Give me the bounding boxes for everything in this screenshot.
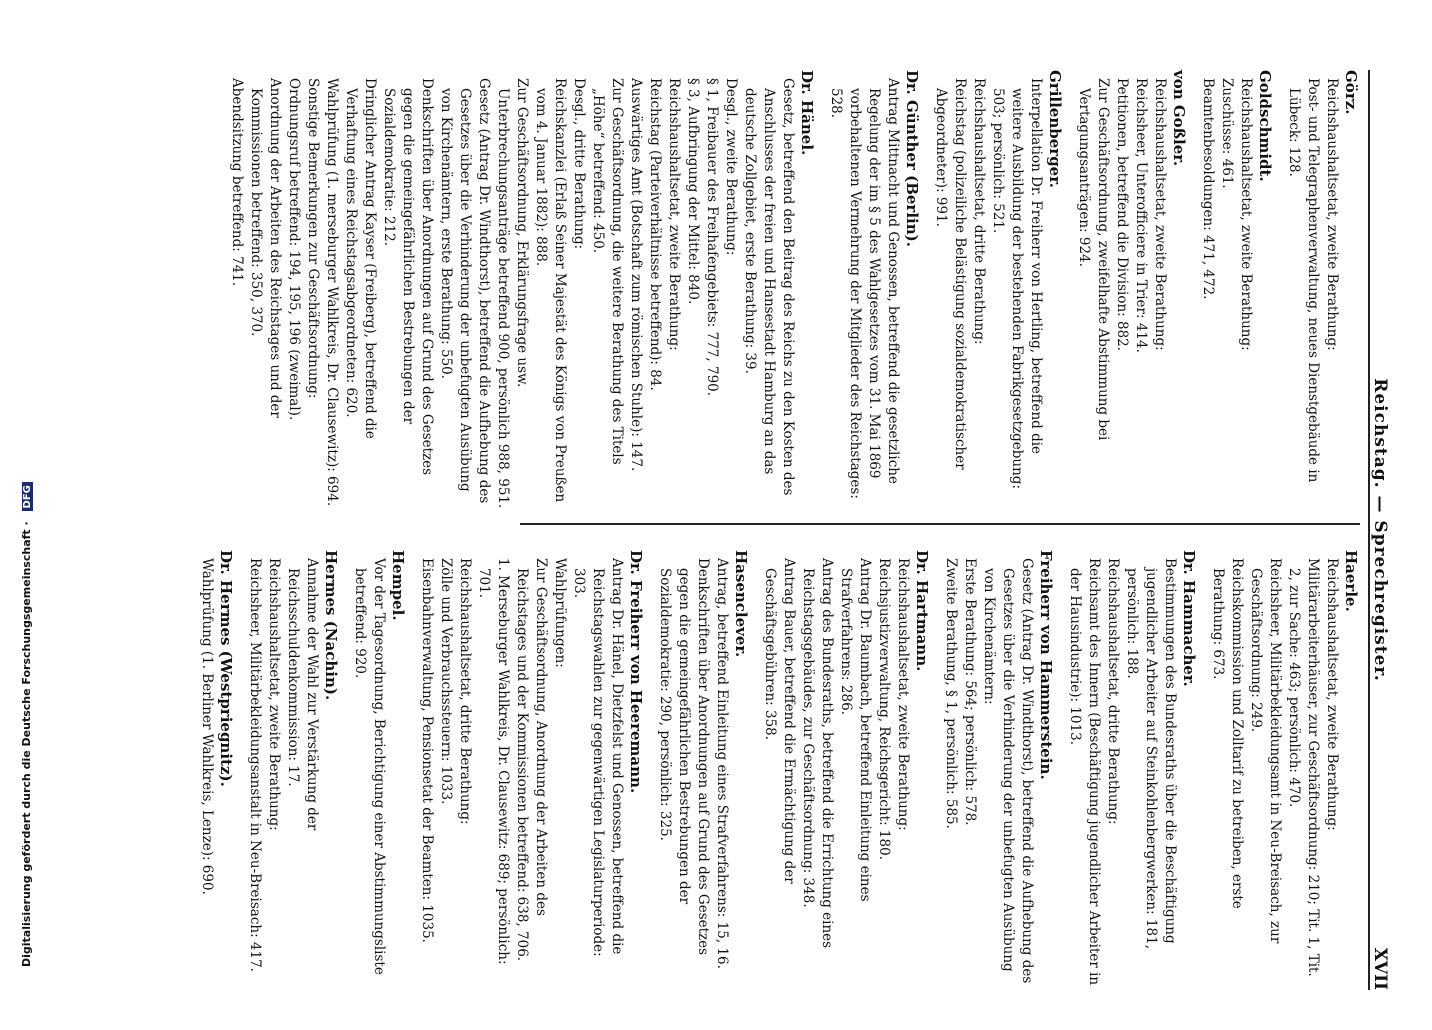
entry-line: Reichshaushaltsetat, zweite Berathung: bbox=[266, 558, 282, 831]
speaker-name: Haerle. bbox=[1342, 550, 1360, 612]
register-entry bbox=[1208, 550, 1360, 990]
entry-line: Reichsamt des Innern (Beschäftigung jugendlicher Arbeiter in der Hausindustrie): 1013. bbox=[1067, 558, 1102, 986]
register-entry bbox=[350, 550, 407, 990]
entry-line: Denkschriften über Anordnungen auf Grund des Gesetzes gegen die gemeingefährlichen Bestrebungen der Sozialdemokratie: 212. bbox=[381, 78, 435, 476]
entry-line: Reichsheer, Militärbekleidungsanstalt in Neu-Breisach: 417. bbox=[247, 558, 263, 972]
entry-line: Zur Geschäftsordnung, Erklärungsfrage usw. Unterbrechungsanträge betreffend 900, persönlich 988, 951. bbox=[495, 78, 530, 509]
entry-line: Abendsitzung betreffend: 741. bbox=[229, 78, 245, 287]
speaker-name: Dr. Hammacher. bbox=[1180, 550, 1198, 687]
register-entry bbox=[1074, 70, 1188, 510]
entry-line: Zölle und Verbrauchssteuern: 1033. bbox=[438, 558, 454, 805]
entry-line: Antrag Mittnacht und Genossen, betreffend die gesetzliche Regelung der im § 5 des Wahlgesetzes vom 31. Mai 1869 vorbehaltenen Vermehrung der Mitglieder des Reichstages: 528. bbox=[828, 78, 901, 499]
register-entry bbox=[417, 550, 645, 990]
register-entry bbox=[245, 550, 340, 990]
entry-line: Desgl., dritte Berathung: bbox=[571, 78, 587, 250]
entry-line: Reichsjustizverwaltung, Reichsgericht: 180. bbox=[876, 558, 892, 860]
entry-line: Zur Geschäftsordnung, die weitere Berathung des Titels „Höhe“ betreffend: 450. bbox=[590, 78, 625, 465]
entry-line: Antrag, betreffend Einleitung eines Strafverfahrens: 15, 16. bbox=[714, 558, 730, 969]
speaker-name: Hempel. bbox=[389, 550, 407, 621]
entry-line: Reichskommission und Zolltarif zu betreiben, erste Berathung: 673. bbox=[1210, 558, 1245, 909]
entry-line: Reichshaushaltsetat, zweite Berathung: bbox=[666, 78, 682, 351]
entry-line: Reichshaushaltsetat, zweite Berathung: bbox=[1238, 78, 1254, 351]
register-entry bbox=[931, 70, 1064, 510]
speaker-name: Grillenberger. bbox=[1046, 70, 1064, 188]
speaker-name: Goldschmidt. bbox=[1256, 70, 1274, 182]
entry-line: Bestimmungen des Bundesraths über die Beschäftigung jugendlicher Arbeiter auf Steinkohlenbergwerken: 181, persönlich: 188. bbox=[1124, 558, 1178, 949]
speaker-name: Freiherr von Hammerstein. bbox=[1037, 550, 1055, 780]
speaker-name: Dr. Freiherr von Heeremann. bbox=[627, 550, 645, 794]
register-entry bbox=[655, 550, 750, 990]
register-entry bbox=[197, 550, 235, 990]
entry-line: Vor der Tagesordnung, Berichtigung einer Abstimmungsliste betreffend: 920. bbox=[352, 558, 387, 975]
entry-line: Zur Geschäftsordnung, Anordnung der Arbeiten des Reichstages und der Kommissionen betreffend: 638, 706. bbox=[514, 558, 549, 962]
entry-line: Gesetz (Antrag Dr. Windthorst), betreffend die Aufhebung des Gesetzes über die Verhinderung der unbefugten Ausübung von Kirchenämtern: bbox=[981, 558, 1035, 984]
entry-line: Sonstige Bemerkungen zur Geschäftsordnung: bbox=[305, 78, 321, 399]
entry-line: Reichshaushaltsetat, dritte Berathung: bbox=[1105, 558, 1121, 825]
entry-line: Antrag Dr. Baumbach, betreffend Einleitung eines Strafverfahrens: 286. bbox=[838, 558, 873, 902]
entry-line: Gesetz, betreffend den Beitrag des Reichs zu den Kosten des Anschlusses der freien und Hansestadt Hamburg an das deutsche Zollgebiet, erste Berathung: 39. bbox=[742, 78, 796, 496]
credit-text: Digitalisierung gefördert durch die Deutsche Forschungsgemeinschaft bbox=[20, 529, 33, 967]
entry-line: § 3, Aufbringung der Mittel: 840. bbox=[685, 78, 701, 305]
entry-line: Anordnung der Arbeiten des Reichstages und der Kommissionen betreffend: 350, 370. bbox=[248, 78, 283, 418]
speaker-name: Dr. Hartmann. bbox=[913, 550, 931, 672]
dfg-logo: DFG bbox=[22, 482, 33, 511]
entry-line: Reichsheer, Unterofficiere in Trier: 414. bbox=[1133, 78, 1149, 353]
register-entry bbox=[760, 550, 931, 990]
right-column bbox=[187, 550, 1360, 990]
entry-line: Reichshaushaltsetat, zweite Berathung: bbox=[895, 558, 911, 831]
digitization-credit: Digitalisierung gefördert durch die Deutsche Forschungsgemeinschaft · DFG bbox=[4, 0, 24, 1000]
speaker-name: Hasenclever. bbox=[732, 550, 750, 658]
page-number: XVII bbox=[1370, 947, 1390, 990]
entry-line: Reichshaushaltsetat, dritte Berathung: bbox=[971, 78, 987, 345]
entry-line: Reichstag (Parteiverhältnisse betreffend): 84. bbox=[647, 78, 663, 391]
page-header bbox=[1368, 70, 1410, 990]
entry-line: Reichshaushaltsetat, zweite Berathung: bbox=[1152, 78, 1168, 351]
entry-line: Reichskanzlei (Erlaß Seiner Majestät des Königs von Preußen vom 4. Januar 1882): 888. bbox=[533, 78, 568, 503]
entry-line: Interpellation Dr. Freiherr von Hertling, betreffend die weitere Ausbildung der bestehenden Fabrikgesetzgebung: 503; persönlich: 521. bbox=[990, 78, 1044, 489]
register-entry bbox=[941, 550, 1055, 990]
speaker-name: Dr. Hänel. bbox=[798, 70, 816, 156]
register-entry bbox=[1284, 70, 1360, 510]
speaker-name: von Goßler. bbox=[1170, 70, 1188, 167]
entry-line: Reichshaushaltsetat, zweite Berathung: bbox=[1324, 558, 1340, 831]
entry-line: Post- und Telegraphenverwaltung, neues Dienstgebäude in Lübeck: 128. bbox=[1286, 78, 1321, 483]
entry-line: Ordnungsruf betreffend: 194, 195, 196 (zweimal). bbox=[286, 78, 302, 421]
entry-line: § 1, Freibauer des Freihafengebiets: 777, 790. bbox=[704, 78, 720, 397]
column-divider bbox=[520, 523, 1360, 525]
entry-line: Zweite Berathung, § 1, persönlich: 585. bbox=[943, 558, 959, 829]
page-title: Reichstag. — Sprechregister. bbox=[1370, 378, 1390, 682]
entry-line: Eisenbahnverwaltung, Pensionsetat der Beamten: 1035. bbox=[419, 558, 435, 943]
entry-line: Desgl., zweite Berathung: bbox=[723, 78, 739, 256]
entry-line: Petitionen, betreffend die Division: 882. bbox=[1114, 78, 1130, 352]
speaker-name: Dr. Günther (Berlin). bbox=[903, 70, 921, 247]
entry-line: Erste Berathung: 564; persönlich: 578. bbox=[962, 558, 978, 826]
speaker-name: Görz. bbox=[1342, 70, 1360, 115]
entry-line: Wahlprüfungen: bbox=[552, 558, 568, 668]
entry-line: Antrag Bauer, betreffend die Ermächtigung der Geschäftsgebühren: 358. bbox=[762, 558, 797, 884]
entry-line: Reichshaushaltsetat, zweite Berathung: bbox=[1324, 78, 1340, 351]
entry-line: Annahme der Wahl zur Verstärkung der Reichsschuldenkommission: 17. bbox=[285, 558, 320, 831]
entry-line: Reichsheer, Militärbekleidungsamt in Neu-Breisach, zur Geschäftsordnung: 249. bbox=[1248, 558, 1283, 944]
speaker-name: Hermes (Nachin). bbox=[322, 550, 340, 701]
entry-line: Dringlicher Antrag Kayser (Freiberg), betreffend die Verhaftung eines Reichstagsabgeordneten: 620. bbox=[343, 78, 378, 439]
register-entry bbox=[826, 70, 921, 510]
entry-line: Gesetz (Antrag Dr. Windthorst), betreffend die Aufhebung des Gesetzes über die Verhinderung der unbefugten Ausübung von Kirchenämtern, erste Berathung: 550. bbox=[438, 78, 492, 504]
entry-line: Zuschüsse: 461. bbox=[1219, 78, 1235, 189]
entry-line: Reichshaushaltsetat, dritte Berathung: bbox=[457, 558, 473, 825]
entry-line: Reichstag (polizeiliche Belästigung sozialdemokratischer Abgeordneter): 991. bbox=[933, 78, 968, 470]
entry-line: Antrag Dr. Hänel, Dietzfelst und Genossen, betreffend die Reichstagswahlen zur gegenwärtigen Legislaturperiode: 303. bbox=[571, 558, 625, 957]
entry-line: Beamtenbesoldungen: 471, 472. bbox=[1200, 78, 1216, 300]
entry-line: 1. Merseburger Wahlkreis, Dr. Clausewitz: 689; persönlich: 701. bbox=[476, 558, 511, 965]
register-entry bbox=[1065, 550, 1198, 990]
entry-line: Wahlprüfung (1. Berliner Wahlkreis, Lenze): 690. bbox=[199, 558, 215, 895]
entry-line: Antrag des Bundesraths, betreffend die Errichtung eines Reichstagsgebäudes, zur Geschäftsordnung: 348. bbox=[800, 558, 835, 949]
entry-line: Militärarbeiterhäuser, zur Geschäftsordnung: 210; Tit. 1, Tit. 2, zur Sache: 463; persönlich: 470. bbox=[1286, 558, 1321, 977]
register-entry bbox=[227, 70, 816, 510]
entry-line: Auswärtiges Amt (Botschaft zum römischen Stuhle): 147. bbox=[628, 78, 644, 472]
left-column bbox=[217, 70, 1360, 510]
speaker-name: Dr. Hermes (Westpriegnitz). bbox=[217, 550, 235, 787]
entry-line: Denkschriften über Anordnungen auf Grund des Gesetzes gegen die gemeingefährlichen Bestrebungen der Sozialdemokratie: 290, persönlich: 325. bbox=[657, 558, 711, 956]
entry-line: Zur Geschäftsordnung, zweifelhafte Abstimmung bei Vertagungsanträgen: 924. bbox=[1076, 78, 1111, 441]
entry-line: Wahlprüfung (1. merseburger Wahlkreis, Dr. Clausewitz): 694. bbox=[324, 78, 340, 507]
rotated-scan bbox=[40, 30, 1420, 1030]
register-entry bbox=[1198, 70, 1274, 510]
